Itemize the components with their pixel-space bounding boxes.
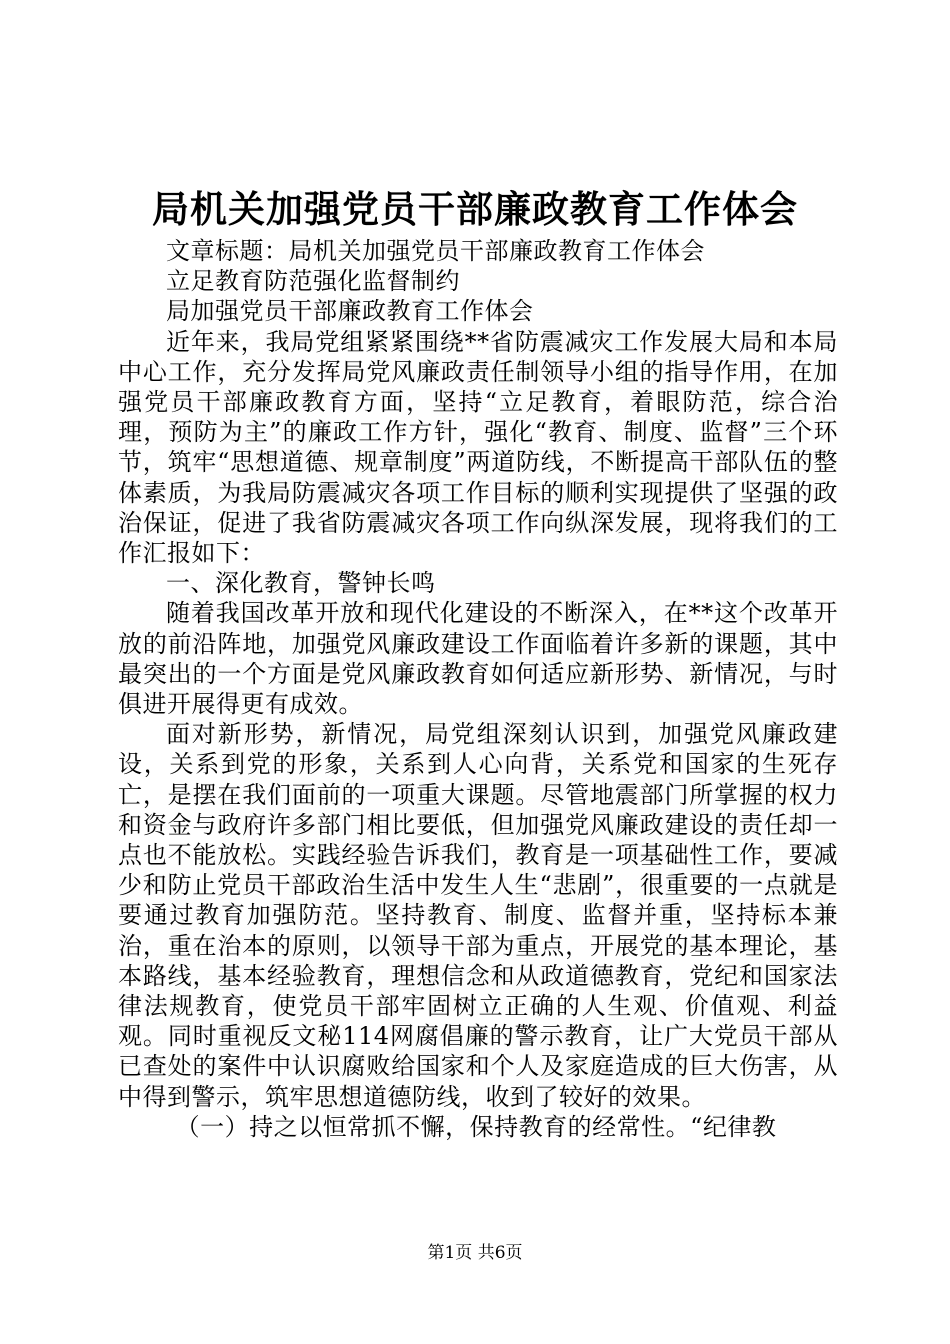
article-title-line: 文章标题：局机关加强党员干部廉政教育工作体会 [166, 237, 705, 265]
subsection-paragraph: （一）持之以恒常抓不懈，保持教育的经常性。“纪律教 [175, 1112, 777, 1141]
subtitle-line: 局加强党员干部廉政教育工作体会 [166, 297, 534, 326]
section-heading: 一、深化教育，警钟长鸣 [166, 569, 436, 598]
page-footer: 第1页 共6页 [427, 1243, 523, 1263]
body-paragraph: 近年来，我局党组紧紧围绕**省防震减灾工作发展大局和本局中心工作，充分发挥局党风廉政责任制领导小组的指导作用，在加强党员干部廉政教育方面，坚持“立足教育，着眼防范，综合治理，预防为主”的廉政工作方针，强化“教育、制度、监督”三个环节，筑牢“思想道德、规章制度”两道防线，不断提高干部队伍的整体素质，为我局防震减灾各项工作目标的顺利实现提供了坚强的政治保证，促进了我省防震减灾各项工作向纵深发展，现将我们的工作汇报如下： [118, 327, 838, 568]
document-body [118, 236, 838, 1142]
body-paragraph: 面对新形势，新情况，局党组深刻认识到，加强党风廉政建设，关系到党的形象，关系到人心向背，关系党和国家的生死存亡，是摆在我们面前的一项重大课题。尽管地震部门所掌握的权力和资金与政府许多部门相比要低，但加强党风廉政建设的责任却一点也不能放松。实践经验告诉我们，教育是一项基础性工作，要减少和防止党员干部政治生活中发生人生“悲剧”，很重要的一点就是要通过教育加强防范。坚持教育、制度、监督并重，坚持标本兼治，重在治本的原则，以领导干部为重点，开展党的基本理论，基本路线，基本经验教育，理想信念和从政道德教育，党纪和国家法律法规教育，使党员干部牢固树立正确的人生观、价值观、利益观。同时重视反文秘114网腐倡廉的警示教育，让广大党员干部从已查处的案件中认识腐败给国家和个人及家庭造成的巨大伤害，从中得到警示，筑牢思想道德防线，收到了较好的效果。 [118, 720, 838, 1111]
document-title: 局机关加强党员干部廉政教育工作体会 [152, 187, 798, 231]
subtitle-line: 立足教育防范强化监督制约 [166, 267, 460, 296]
body-paragraph: 随着我国改革开放和现代化建设的不断深入，在**这个改革开放的前沿阵地，加强党风廉政建设工作面临着许多新的课题，其中最突出的一个方面是党风廉政教育如何适应新形势、新情况，与时俱进开展得更有成效。 [118, 599, 838, 719]
